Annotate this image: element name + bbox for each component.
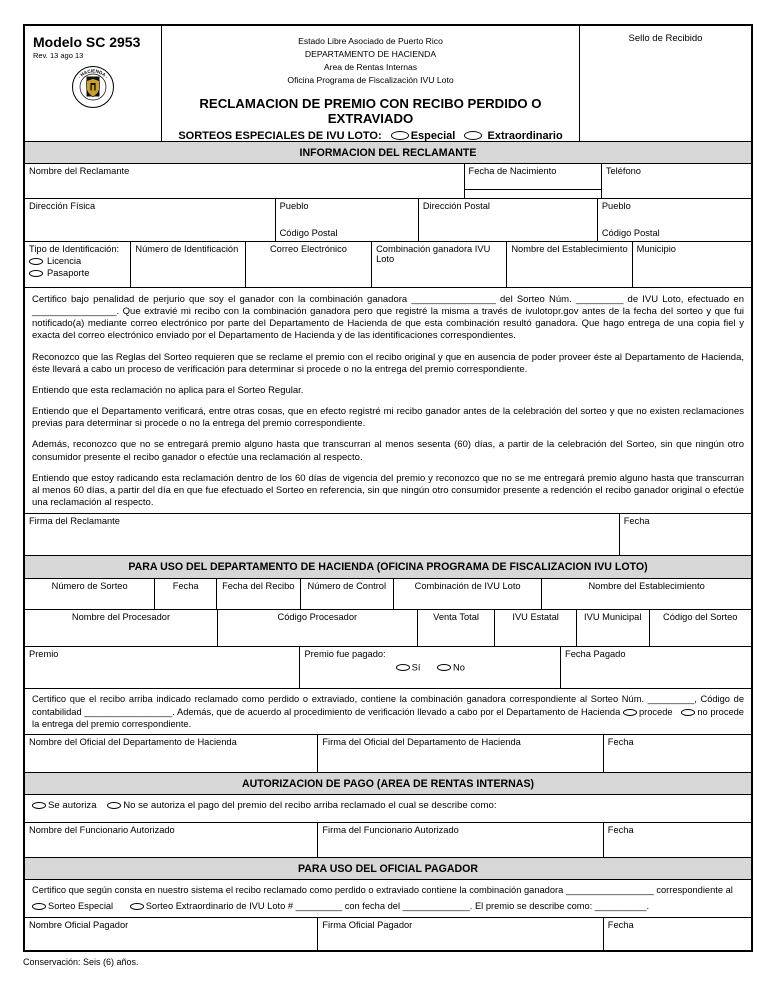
field-ivu-estatal[interactable]	[495, 610, 577, 646]
oval-no-se-autoriza[interactable]	[107, 802, 121, 809]
section-autorizacion-pago: AUTORIZACION DE PAGO (AREA DE RENTAS INTERNAS)	[25, 773, 751, 795]
label-no-procede: no procede la entrega del premio correspondiente.	[32, 706, 744, 730]
label-fecha-pagado: Fecha Pagado	[565, 649, 626, 659]
field-direccion-fisica[interactable]	[25, 199, 276, 241]
field-fecha-nacimiento[interactable]	[465, 164, 602, 198]
field-establecimiento-hacienda[interactable]	[542, 579, 751, 609]
oval-especial[interactable]	[391, 131, 409, 140]
oval-licencia[interactable]	[29, 258, 43, 265]
field-firma-funcionario[interactable]	[318, 823, 603, 857]
label-fecha: Fecha	[607, 825, 634, 835]
label-firma-reclamante: Firma del Reclamante	[29, 516, 120, 526]
label-venta-total: Venta Total	[433, 612, 479, 622]
field-nombre-reclamante[interactable]	[25, 164, 465, 198]
declaration-paragraph-2: Reconozco que las Reglas del Sorteo requieren que se reclame el premio con el recibo original y que en ausencia de poder proveer éste al Departamento de Hacienda, éste llevará a cabo un proceso de verificación para determinar si procede o no la entrega del premio correspondiente.	[32, 351, 744, 375]
hacienda-cert-text-1: Certifico que el recibo arriba indicado reclamado como perdido o extraviado, contiene la combinación ganadora correspondiente al Sorteo Núm. _________, Código de contabilidad _________________. Además, que de acuerdo al procedimiento de verificación llevado a cabo por el Departamento de Hacienda	[32, 694, 744, 717]
label-combinacion-ganadora: Combinación ganadora IVU Loto	[376, 244, 491, 264]
field-combinacion-ivu-loto[interactable]	[394, 579, 542, 609]
label-nombre-oficial-pagador: Nombre Oficial Pagador	[29, 920, 129, 930]
label-nombre-establecimiento: Nombre del Establecimiento	[511, 244, 628, 254]
oval-sorteo-especial[interactable]	[32, 903, 46, 910]
field-numero-control[interactable]	[301, 579, 395, 609]
label-fecha-nacimiento: Fecha de Nacimiento	[468, 166, 557, 176]
label-licencia: Licencia	[47, 256, 82, 266]
field-nombre-oficial-pagador[interactable]	[25, 918, 318, 950]
label-direccion-postal: Dirección Postal	[422, 201, 490, 211]
label-no-se-autoriza: No se autoriza el pago del premio del recibo arriba reclamado el cual se describe como:	[123, 800, 497, 811]
field-fecha-funcionario[interactable]	[604, 823, 751, 857]
declaration-text	[25, 288, 751, 514]
field-nombre-procesador[interactable]	[25, 610, 218, 646]
label-no: No	[453, 662, 465, 673]
label-fecha: Fecha	[172, 581, 199, 591]
field-firma-reclamante[interactable]	[25, 514, 620, 555]
option-pasaporte	[29, 268, 126, 278]
label-fecha: Fecha	[623, 516, 650, 526]
field-fecha-pagado[interactable]	[561, 647, 751, 688]
label-nombre-reclamante: Nombre del Reclamante	[29, 166, 130, 176]
label-combinacion-ivu-loto: Combinación de IVU Loto	[414, 581, 521, 591]
field-premio[interactable]	[25, 647, 300, 688]
field-municipio[interactable]	[633, 242, 751, 287]
stamp-label: Sello de Recibido	[628, 33, 703, 44]
field-codigo-procesador[interactable]	[218, 610, 418, 646]
field-fecha-firma[interactable]	[620, 514, 751, 555]
label-telefono: Teléfono	[605, 166, 641, 176]
agency-box	[162, 26, 579, 141]
paying-official-row	[25, 918, 751, 950]
pagador-certification	[25, 880, 751, 918]
label-direccion-fisica: Dirección Física	[29, 201, 96, 211]
claimant-row-1	[25, 164, 751, 199]
oval-procede[interactable]	[623, 709, 637, 716]
section-uso-departamento-hacienda: PARA USO DEL DEPARTAMENTO DE HACIENDA (OFICINA PROGRAMA DE FISCALIZACION IVU LOTO)	[25, 556, 751, 579]
agency-line-3: Area de Rentas Internas	[323, 61, 418, 72]
declaration-paragraph-6: Entiendo que estoy radicando esta reclamación dentro de los 60 días de vigencia del premio y reconozco que no se me entregará premio alguno hasta que transcurran al menos 60 días, a partir del día en que fue efectuado el Sorteo en referencia, sin que ningún otro consumidor presente a redención el recibo ganador original o efectúe una reclamación al respecto.	[32, 472, 744, 509]
hacienda-premio-row	[25, 647, 751, 689]
oval-sorteo-extraordinario[interactable]	[130, 903, 144, 910]
declaration-paragraph-3: Entiendo que esta reclamación no aplica para el Sorteo Regular.	[32, 384, 304, 396]
hacienda-seal-icon	[33, 65, 153, 114]
field-premio-fue-pagado	[300, 647, 561, 688]
claimant-signature-row	[25, 514, 751, 556]
retention-note: Conservación: Seis (6) años.	[23, 957, 139, 967]
field-codigo-sorteo[interactable]	[650, 610, 751, 646]
model-number: Modelo SC 2953	[33, 34, 141, 50]
field-correo-electronico[interactable]	[246, 242, 372, 287]
field-direccion-postal[interactable]	[419, 199, 598, 241]
oval-pasaporte[interactable]	[29, 270, 43, 277]
form-sc2953	[23, 24, 753, 952]
pagador-cert-text-1: Certifico que según consta en nuestro sistema el recibo reclamado como perdido o extraviado contiene la combinación ganadora _________________ correspondiente al	[32, 885, 733, 895]
agency-line-4: Oficina Programa de Fiscalización IVU Loto	[287, 74, 454, 85]
option-extraordinario-label: Extraordinario	[487, 129, 563, 142]
stamp-box	[579, 26, 751, 141]
label-firma-oficial-pagador: Firma Oficial Pagador	[322, 920, 413, 930]
field-numero-identificacion[interactable]	[131, 242, 245, 287]
oval-extraordinario[interactable]	[464, 131, 482, 140]
agency-line-1: Estado Libre Asociado de Puerto Rico	[298, 36, 443, 46]
section-informacion-reclamante: INFORMACION DEL RECLAMANTE	[25, 142, 751, 164]
label-nombre-procesador: Nombre del Procesador	[71, 612, 171, 622]
label-codigo-postal: Código Postal	[279, 228, 338, 238]
field-pueblo-postal[interactable]	[598, 199, 751, 241]
label-tipo-identificacion: Tipo de Identificación:	[29, 244, 120, 254]
field-combinacion-ganadora[interactable]	[372, 242, 507, 287]
agency-line-2: DEPARTAMENTO DE HACIENDA	[304, 48, 437, 59]
form-header	[25, 26, 751, 142]
option-especial-label: Especial	[410, 129, 456, 142]
declaration-paragraph-5: Además, reconozco que no se entregará premio alguno hasta que transcurran al menos sesenta (60) días, a partir de la celebración del Sorteo, sin que ningún otro consumidor presente el recibo ganador o efectúe una reclamación al respecto.	[32, 439, 744, 463]
hacienda-row-2	[25, 610, 751, 647]
field-firma-oficial-hacienda[interactable]	[318, 735, 603, 772]
label-codigo-sorteo: Código del Sorteo	[663, 612, 738, 622]
field-fecha-recibo[interactable]	[217, 579, 301, 609]
field-numero-sorteo[interactable]	[25, 579, 155, 609]
pagador-sorteo-options	[32, 900, 744, 913]
field-firma-oficial-pagador[interactable]	[318, 918, 603, 950]
label-numero-sorteo: Número de Sorteo	[51, 581, 128, 591]
label-nombre-oficial-hacienda: Nombre del Oficial del Departamento de Hacienda	[29, 737, 237, 747]
authorized-officer-row	[25, 823, 751, 858]
label-ivu-municipal: IVU Municipal	[584, 612, 642, 622]
field-nombre-establecimiento[interactable]	[507, 242, 632, 287]
label-si: Sí	[411, 662, 421, 673]
label-pueblo: Pueblo	[601, 201, 631, 211]
label-correo-electronico: Correo Electrónico	[269, 244, 347, 254]
oval-no[interactable]	[437, 664, 451, 671]
label-pueblo: Pueblo	[279, 201, 309, 211]
field-fecha-sorteo[interactable]	[155, 579, 217, 609]
oval-no-procede[interactable]	[681, 709, 695, 716]
authorization-options-row	[25, 795, 751, 823]
model-box	[25, 26, 162, 141]
field-nombre-oficial-hacienda[interactable]	[25, 735, 318, 772]
form-title: RECLAMACION DE PREMIO CON RECIBO PERDIDO O EXTRAVIADO	[199, 95, 542, 126]
revision-note: Rev. 13 ago 13	[33, 51, 84, 60]
label-numero-control: Número de Control	[307, 581, 387, 591]
hacienda-official-row	[25, 735, 751, 773]
claimant-row-3	[25, 242, 751, 288]
option-licencia	[29, 256, 126, 266]
field-pueblo-fisica[interactable]	[276, 199, 419, 241]
hacienda-row-1	[25, 579, 751, 610]
label-codigo-postal: Código Postal	[601, 228, 660, 238]
label-municipio: Municipio	[636, 244, 676, 254]
label-nombre-establecimiento: Nombre del Establecimiento	[588, 581, 705, 591]
label-sorteo-extraordinario: Sorteo Extraordinario de IVU Loto # _________ con fecha del _____________. El premio se describe como: __________.	[145, 900, 650, 911]
label-premio: Premio	[29, 649, 59, 659]
label-procede: procede	[639, 706, 673, 717]
sorteo-type-row	[162, 130, 579, 142]
field-fecha-oficial-pagador[interactable]	[604, 918, 751, 950]
field-nombre-funcionario[interactable]	[25, 823, 318, 857]
label-sorteo-especial: Sorteo Especial	[48, 900, 114, 911]
label-se-autoriza: Se autoriza	[48, 800, 97, 811]
field-tipo-identificacion	[25, 242, 131, 287]
oval-si[interactable]	[396, 664, 410, 671]
hacienda-certification	[25, 689, 751, 735]
label-firma-oficial-hacienda: Firma del Oficial del Departamento de Hacienda	[322, 737, 521, 747]
label-fecha: Fecha	[607, 737, 634, 747]
svg-text:· HACIENDA ·: · HACIENDA ·	[76, 68, 110, 80]
label-numero-identificacion: Número de Identificación	[135, 244, 239, 254]
premio-pagado-options	[304, 662, 556, 673]
field-fecha-oficial-hacienda[interactable]	[604, 735, 751, 772]
label-fecha: Fecha	[607, 920, 634, 930]
field-venta-total[interactable]	[418, 610, 496, 646]
label-nombre-funcionario: Nombre del Funcionario Autorizado	[29, 825, 175, 835]
section-oficial-pagador: PARA USO DEL OFICIAL PAGADOR	[25, 858, 751, 880]
label-premio-fue-pagado: Premio fue pagado:	[304, 649, 386, 659]
claimant-row-2	[25, 199, 751, 242]
label-codigo-procesador: Código Procesador	[277, 612, 358, 622]
label-ivu-estatal: IVU Estatal	[512, 612, 559, 622]
field-ivu-municipal[interactable]	[577, 610, 650, 646]
label-fecha-recibo: Fecha del Recibo	[222, 581, 295, 591]
field-telefono[interactable]	[602, 164, 751, 198]
label-firma-funcionario: Firma del Funcionario Autorizado	[322, 825, 459, 835]
label-pasaporte: Pasaporte	[47, 268, 90, 278]
oval-se-autoriza[interactable]	[32, 802, 46, 809]
declaration-paragraph-4: Entiendo que el Departamento verificará, entre otras cosas, que en efecto registré mi recibo ganador antes de la celebración del sorteo y que no existen reclamaciones previas para determinar si procede o no la entrega del premio correspondiente.	[32, 406, 744, 430]
subtitle-label: SORTEOS ESPECIALES DE IVU LOTO:	[178, 129, 382, 142]
declaration-paragraph-1: Certifico bajo penalidad de perjurio que soy el ganador con la combinación ganadora ________________ del Sorteo Núm. _________ de IVU Loto, efectuado en ________________. Que extravié mi recibo con la combinación ganadora pero que registré la misma a través de ivulotopr.gov antes de la fecha del sorteo y que fui notificado(a) mediante correo electrónico por parte del Departamento de Hacienda de que esta combinación resultó ganadora. Que hago entrega de una copia fiel y exacta del correo electrónico enviado por el Departamento de Hacienda y de las identificaciones correspondientes.	[32, 294, 744, 342]
